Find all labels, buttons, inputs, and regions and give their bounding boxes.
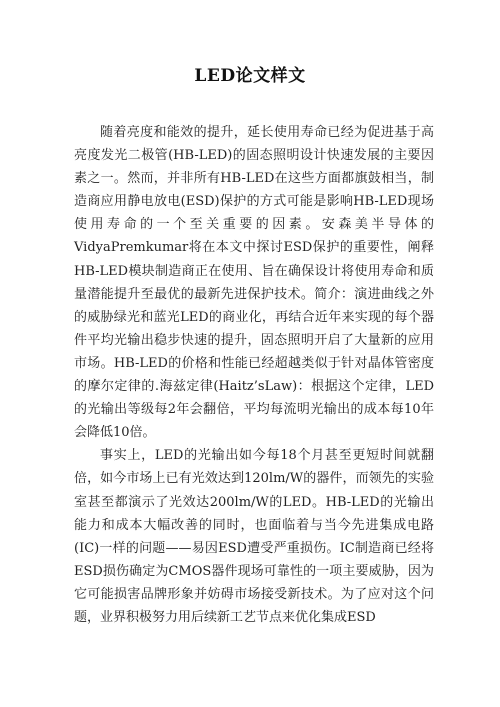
paragraph-1: 随着亮度和能效的提升，延长使用寿命已经为促进基于高亮度发光二极管(HB-LED)的固态照明设计快速发展的主要因素之一。然而，并非所有HB-LED在这些方面都旗鼓相当，制造商应用静电放电(ESD)保护的方式可能是影响HB-LED现场使用寿命的一个至关重要的因素。安森美半导体的VidyaPremkumar将在本文中探讨ESD保护的重要性，阐释HB-LED模块制造商正在使用、旨在确保设计将使用寿命和质量潜能提升至最优的最新先进保护技术。简介：演进曲线之外的威胁绿光和蓝光LED的商业化，再结合近年来实现的每个器件平均光输出稳步快速的提升，固态照明开启了大量新的应用市场。HB-LED的价格和性能已经超越类似于针对晶体管密度的摩尔定律的.海兹定律(Haitz’sLaw)：根据这个定律，LED的光输出等级每2年会翻倍，平均每流明光输出的成本每10年会降低10倍。 xyxy=(74,125,434,441)
document-body xyxy=(74,121,434,629)
paragraph-2: 事实上，LED的光输出如今每18个月甚至更短时间就翻倍，如今市场上已有光效达到120lm/W的器件，而领先的实验室甚至都演示了光效达200lm/W的LED。HB-LED的光输出能力和成本大幅改善的同时，也面临着与当今先进集成电路(IC)一样的问题——易因ESD遭受严重损伤。IC制造商已经将ESD损伤确定为CMOS器件现场可靠性的一项主要威胁，因为它可能损害品牌形象并妨碍市场接受新技术。为了应对这个问题，业界积极努力用后续新工艺节点来优化集成ESD xyxy=(74,448,434,625)
document-title: LED论文样文 xyxy=(194,66,306,86)
